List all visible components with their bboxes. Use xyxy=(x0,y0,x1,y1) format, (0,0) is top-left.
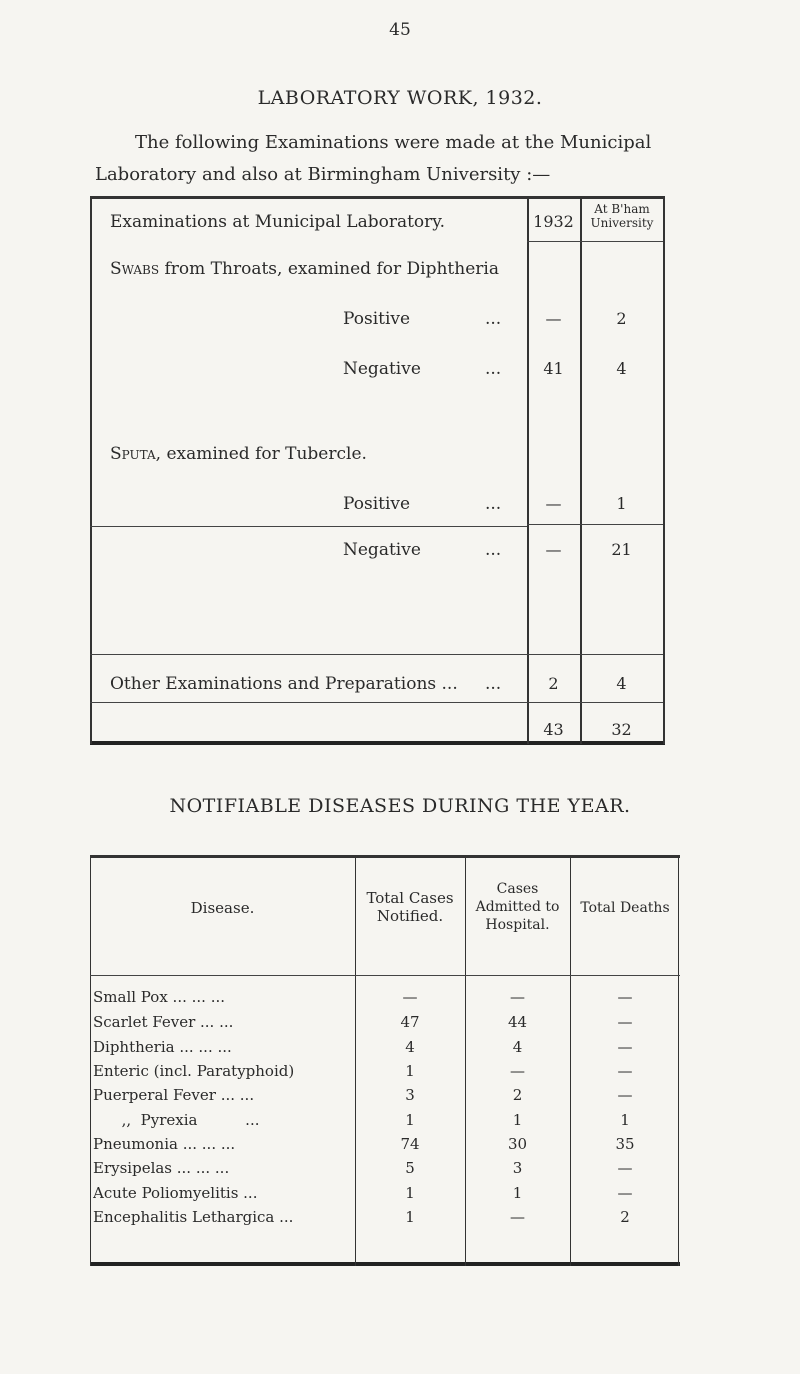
total-deaths: 35 xyxy=(615,1135,635,1153)
swabs-heading: Swabs from Throats, examined for Diphtheria xyxy=(110,259,499,279)
cases-admitted: — xyxy=(510,1062,525,1080)
leader-dots: ... xyxy=(485,494,502,514)
section-title-notifiable-diseases: NOTIFIABLE DISEASES DURING THE YEAR. xyxy=(169,795,631,817)
other-examinations-label: Other Examinations and Preparations ... xyxy=(110,674,458,694)
table-row xyxy=(90,1086,680,1106)
header-disease: Disease. xyxy=(190,899,255,917)
cases-notified: 1 xyxy=(405,1184,415,1202)
disease-name: Encephalitis Lethargica ... xyxy=(93,1208,294,1226)
sputa-positive-label: Positive xyxy=(343,494,411,514)
cases-notified: 1 xyxy=(405,1062,415,1080)
swabs-positive-year: — xyxy=(545,309,562,328)
table-bottom-rule xyxy=(90,1262,680,1266)
total-deaths: — xyxy=(617,1062,633,1080)
header-year: 1932 xyxy=(533,212,574,231)
cases-admitted: 4 xyxy=(512,1038,523,1056)
header-cases-admitted: Cases Admitted to Hospital. xyxy=(475,881,560,933)
sputa-heading: Sputa, examined for Tubercle. xyxy=(110,444,367,464)
cases-admitted: 1 xyxy=(512,1111,523,1129)
table-top-rule xyxy=(90,196,665,199)
header-examinations: Examinations at Municipal Laboratory. xyxy=(110,212,446,232)
table-row xyxy=(90,988,680,1008)
table-row xyxy=(90,1111,680,1131)
cases-admitted: 3 xyxy=(512,1159,523,1177)
column-divider-university xyxy=(580,196,582,744)
swabs-negative-year: 41 xyxy=(543,359,564,378)
header-university: At B'ham University xyxy=(590,202,654,230)
disease-name: Scarlet Fever ... ... xyxy=(93,1013,234,1031)
header-total-cases-notified: Total Cases Notified. xyxy=(366,889,454,925)
rule-swabs-left xyxy=(90,526,527,527)
leader-dots: ... xyxy=(485,359,502,379)
total-year: 43 xyxy=(543,720,564,739)
cases-notified: 4 xyxy=(405,1038,415,1056)
cases-admitted: — xyxy=(510,1208,525,1226)
total-deaths: 1 xyxy=(620,1111,630,1129)
sputa-positive-year: — xyxy=(545,494,562,513)
swabs-negative-uni: 4 xyxy=(616,359,627,378)
cases-admitted: — xyxy=(510,988,525,1006)
sputa-negative-year: — xyxy=(545,540,562,559)
column-divider-year xyxy=(527,196,529,744)
disease-name: Pneumonia ... ... ... xyxy=(93,1135,236,1153)
header-bottom-rule xyxy=(90,975,680,976)
other-examinations-uni: 4 xyxy=(616,674,627,693)
notifiable-diseases-table xyxy=(90,855,680,1275)
disease-name: Erysipelas ... ... ... xyxy=(93,1159,230,1177)
intro-paragraph xyxy=(95,127,745,191)
table-row xyxy=(90,1208,680,1228)
swabs-positive-label: Positive xyxy=(343,309,411,329)
cases-notified: 5 xyxy=(405,1159,415,1177)
intro-line-1: The following Examinations were made at the Municipal xyxy=(135,132,652,153)
other-examinations-year: 2 xyxy=(548,674,559,693)
total-deaths: — xyxy=(617,988,633,1006)
table-left-rule xyxy=(90,196,92,744)
rule-sputa xyxy=(90,654,663,655)
table-row xyxy=(90,1062,680,1082)
rule-other-year xyxy=(527,702,580,703)
table-row xyxy=(90,1159,680,1179)
cases-admitted: 30 xyxy=(507,1135,528,1153)
rule-other-left xyxy=(90,702,527,703)
table-right-rule xyxy=(663,196,665,744)
swabs-positive-uni: 2 xyxy=(616,309,627,328)
sputa-negative-label: Negative xyxy=(343,540,421,560)
section-title-laboratory: LABORATORY WORK, 1932. xyxy=(257,87,543,109)
laboratory-table xyxy=(90,196,665,746)
cases-notified: 1 xyxy=(405,1111,415,1129)
disease-name: Diphtheria ... ... ... xyxy=(93,1038,232,1056)
total-deaths: — xyxy=(617,1086,633,1104)
cases-admitted: 44 xyxy=(507,1013,528,1031)
header-total-deaths: Total Deaths xyxy=(580,900,670,916)
swabs-negative-label: Negative xyxy=(343,359,421,379)
leader-dots: ... xyxy=(485,309,502,329)
cases-notified: — xyxy=(402,988,418,1006)
total-deaths: — xyxy=(617,1013,633,1031)
intro-line-2: Laboratory and also at Birmingham University :— xyxy=(95,164,551,185)
table-bottom-rule xyxy=(90,741,665,745)
cases-admitted: 1 xyxy=(512,1184,523,1202)
table-row xyxy=(90,1013,680,1033)
cases-notified: 74 xyxy=(400,1135,420,1153)
disease-name: Acute Poliomyelitis ... xyxy=(93,1184,258,1202)
cases-notified: 3 xyxy=(405,1086,415,1104)
page-number: 45 xyxy=(389,20,411,40)
disease-name: Enteric (incl. Paratyphoid) xyxy=(93,1062,295,1080)
total-deaths: — xyxy=(617,1159,633,1177)
total-deaths: 2 xyxy=(620,1208,630,1226)
rule-swabs-uni xyxy=(580,524,663,525)
table-row xyxy=(90,1184,680,1204)
disease-name: ,, Pyrexia ... xyxy=(93,1111,260,1129)
cases-admitted: 2 xyxy=(512,1086,523,1104)
cases-notified: 1 xyxy=(405,1208,415,1226)
rule-other-uni xyxy=(580,702,663,703)
cases-notified: 47 xyxy=(400,1013,420,1031)
leader-dots: ... xyxy=(485,674,502,694)
total-deaths: — xyxy=(617,1038,633,1056)
sputa-negative-uni: 21 xyxy=(611,540,632,559)
table-top-rule xyxy=(90,855,680,858)
disease-name: Puerperal Fever ... ... xyxy=(93,1086,255,1104)
rule-under-year xyxy=(527,241,580,242)
table-row xyxy=(90,1038,680,1058)
rule-swabs-year xyxy=(527,524,580,525)
total-deaths: — xyxy=(617,1184,633,1202)
rule-under-university xyxy=(580,241,663,242)
total-uni: 32 xyxy=(611,720,632,739)
leader-dots: ... xyxy=(485,540,502,560)
sputa-positive-uni: 1 xyxy=(616,494,627,513)
table-row xyxy=(90,1135,680,1155)
disease-name: Small Pox ... ... ... xyxy=(93,988,225,1006)
